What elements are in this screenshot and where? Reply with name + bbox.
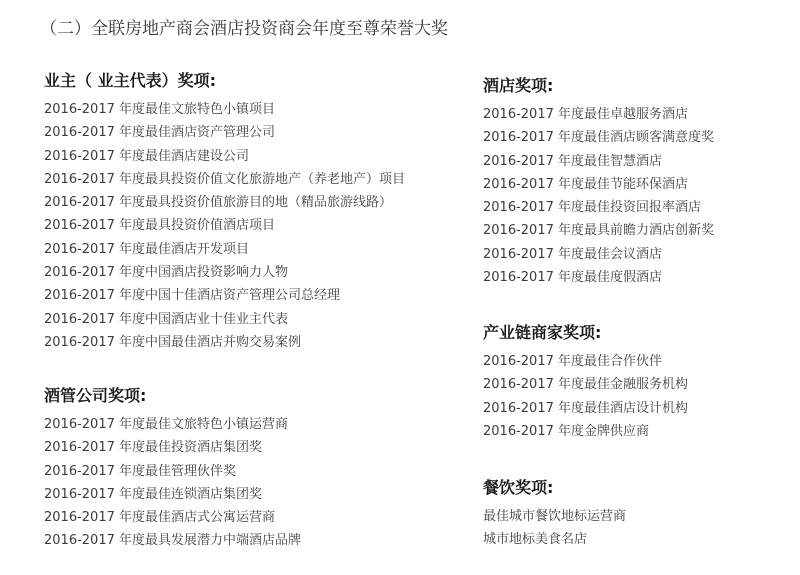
section-supply-chain-awards	[483, 322, 688, 443]
award-item: 2016-2017 年度最佳文旅特色小镇运营商	[44, 417, 288, 432]
award-item: 2016-2017 年度中国酒店投资影响力人物	[44, 265, 288, 281]
award-list	[44, 98, 405, 354]
award-item: 2016-2017 年度金牌供应商	[483, 423, 649, 439]
award-item: 2016-2017 年度最佳金融服务机构	[483, 377, 688, 393]
award-item: 2016-2017 年度最佳酒店式公寓运营商	[44, 510, 275, 526]
award-item: 最佳城市餐饮地标运营商	[483, 509, 627, 524]
page-title: （二）全联房地产商会酒店投资商会年度至尊荣誉大奖	[40, 19, 448, 39]
section-heading: 餐饮奖项:	[483, 478, 554, 497]
award-list	[483, 505, 626, 552]
award-item: 2016-2017 年度最佳连锁酒店集团奖	[44, 486, 262, 502]
section-heading: 业主（ 业主代表）奖项:	[44, 71, 216, 90]
section-heading: 酒店奖项:	[483, 76, 554, 95]
section-hotel-awards	[483, 75, 714, 289]
section-heading: 产业链商家奖项:	[483, 323, 602, 342]
section-owner-awards	[44, 70, 405, 354]
award-item: 2016-2017 年度最具投资价值文化旅游地产（养老地产）项目	[44, 171, 405, 187]
award-item: 2016-2017 年度最佳卓越服务酒店	[483, 107, 688, 122]
award-item: 2016-2017 年度最佳节能环保酒店	[483, 176, 688, 192]
award-item: 2016-2017 年度最佳投资酒店集团奖	[44, 440, 262, 456]
section-catering-awards	[483, 477, 626, 552]
award-item: 2016-2017 年度中国十佳酒店资产管理公司总经理	[44, 288, 340, 304]
award-list	[483, 103, 714, 289]
award-item: 2016-2017 年度最佳智慧酒店	[483, 153, 662, 169]
award-list	[483, 350, 688, 443]
award-item: 2016-2017 年度中国酒店业十佳业主代表	[44, 311, 288, 327]
award-item: 2016-2017 年度中国最佳酒店并购交易案例	[44, 334, 301, 350]
section-heading: 酒管公司奖项:	[44, 386, 147, 405]
award-item: 2016-2017 年度最佳投资回报率酒店	[483, 200, 701, 216]
award-list	[44, 413, 301, 553]
award-item: 2016-2017 年度最佳度假酒店	[483, 270, 662, 286]
award-item: 2016-2017 年度最佳文旅特色小镇项目	[44, 102, 275, 117]
award-item: 2016-2017 年度最佳酒店设计机构	[483, 400, 688, 416]
award-item: 2016-2017 年度最佳合作伙伴	[483, 354, 662, 369]
award-item: 2016-2017 年度最佳酒店建设公司	[44, 148, 249, 164]
award-item: 2016-2017 年度最佳酒店开发项目	[44, 241, 249, 257]
award-item: 2016-2017 年度最具前瞻力酒店创新奖	[483, 223, 714, 239]
section-hotel-management-awards	[44, 385, 301, 553]
award-item: 2016-2017 年度最具发展潜力中端酒店品牌	[44, 533, 301, 549]
award-item: 2016-2017 年度最佳管理伙伴奖	[44, 463, 236, 479]
award-item: 2016-2017 年度最具投资价值旅游目的地（精品旅游线路）	[44, 195, 392, 211]
award-item: 城市地标美食名店	[483, 532, 588, 548]
award-item: 2016-2017 年度最佳酒店资产管理公司	[44, 125, 275, 141]
award-item: 2016-2017 年度最佳会议酒店	[483, 246, 662, 262]
award-item: 2016-2017 年度最佳酒店顾客满意度奖	[483, 130, 714, 146]
award-item: 2016-2017 年度最具投资价值酒店项目	[44, 218, 275, 234]
